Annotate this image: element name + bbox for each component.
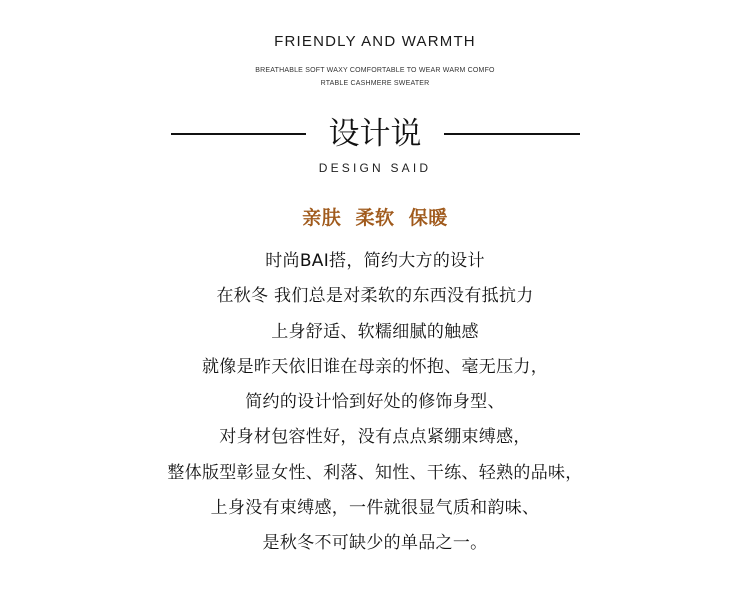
description-line: 时尚BAI搭，简约大方的设计: [265, 251, 485, 271]
english-subtitle-line-2: RTABLE CASHMERE SWEATER: [320, 80, 430, 87]
english-subtitle-line-1: BREATHABLE SOFT WAXY COMFORTABLE TO WEAR WARM COMFO: [255, 67, 495, 74]
description-line: 是秋冬不可缺少的单品之一。: [262, 533, 488, 554]
description-line: 简约的设计恰到好处的修饰身型、: [245, 392, 505, 413]
description-line: 整体版型彰显女性、利落、知性、干练、轻熟的品味，: [167, 462, 583, 483]
description-line: 上身舒适、软糯细腻的触感: [271, 321, 479, 342]
heading-divider-right: [444, 133, 580, 135]
description-line: 对身材包容性好，没有点点紧绷束缚感，: [219, 427, 531, 448]
english-title: FRIENDLY AND WARMTH: [274, 33, 476, 50]
description-line: 就像是昨天依旧谁在母亲的怀抱、毫无压力，: [202, 356, 548, 377]
description-line: 上身没有束缚感，一件就很显气质和韵味、: [210, 498, 540, 519]
section-heading-row: [0, 112, 750, 156]
description-lines: [0, 244, 750, 562]
section-heading: 设计说: [328, 116, 422, 152]
section-heading-english: DESIGN SAID: [318, 161, 432, 175]
feature-keywords: 亲肤 柔软 保暖: [302, 207, 448, 229]
description-line: 在秋冬 我们总是对柔软的东西没有抵抗力: [216, 286, 534, 307]
